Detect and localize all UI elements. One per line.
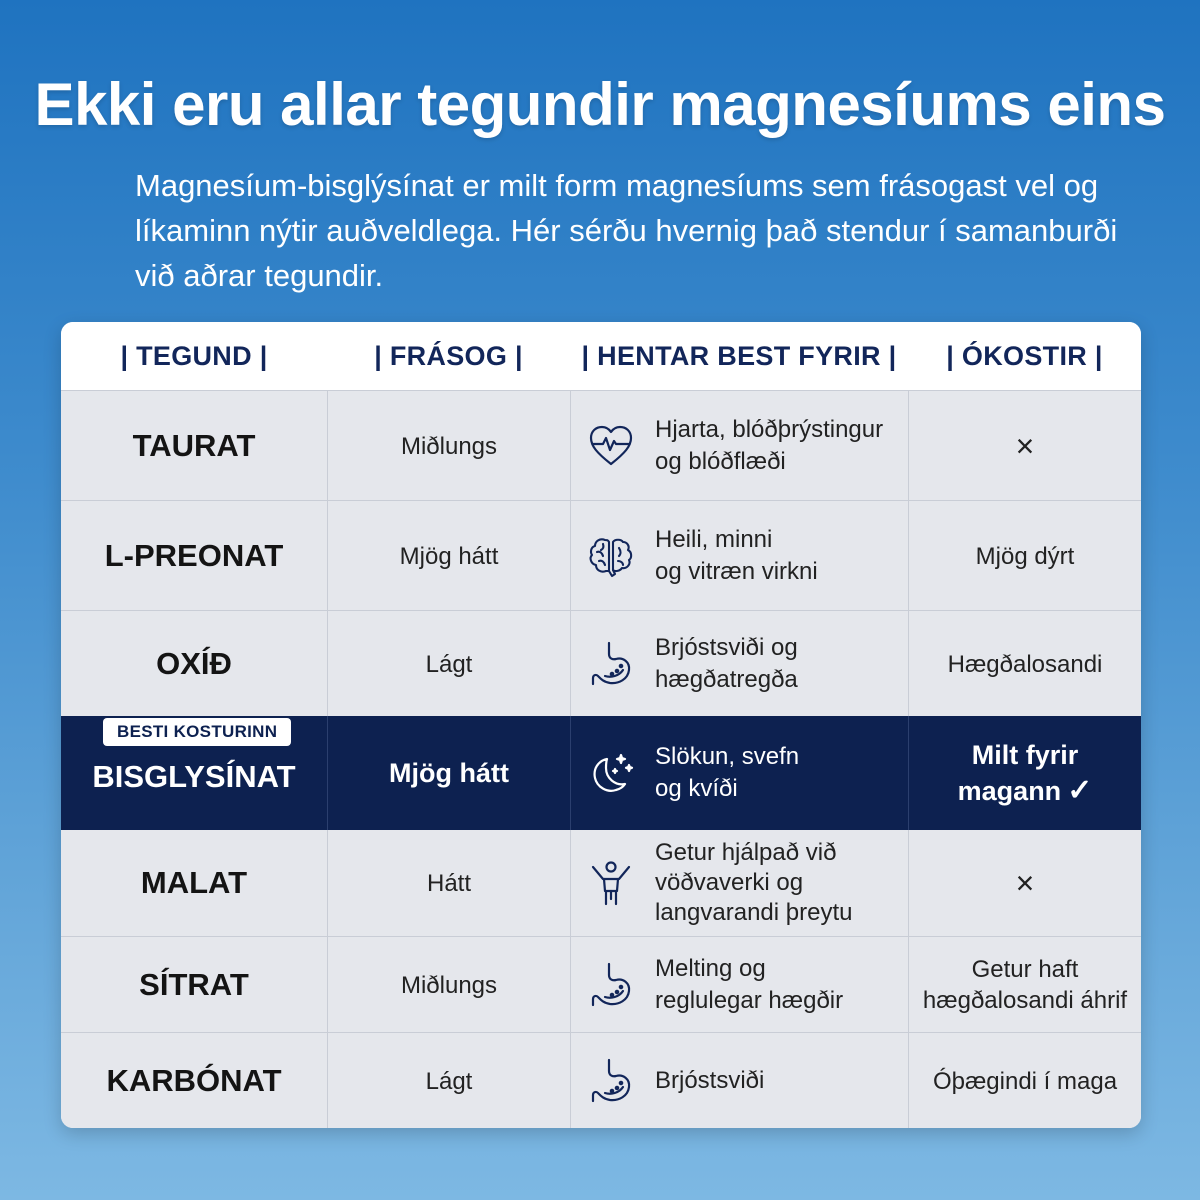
row-drawback: Óþægindi í maga — [932, 1067, 1118, 1095]
row-drawback: Mjög dýrt — [975, 542, 1075, 570]
row-absorption: Mjög hátt — [389, 757, 509, 788]
table-row — [61, 1032, 1141, 1128]
row-best-for: Brjóstsviði — [655, 1067, 765, 1094]
table-row — [61, 610, 1141, 717]
comparison-table — [61, 322, 1141, 1128]
table-header — [61, 322, 1141, 390]
row-absorption: Mjög hátt — [399, 542, 499, 570]
header-drawbacks: | ÓKOSTIR | — [946, 340, 1103, 371]
header-absorption: | FRÁSOG | — [374, 340, 523, 371]
check-icon: ✓ — [1067, 774, 1093, 807]
person-energy-icon — [585, 857, 637, 909]
row-best-for: Hjarta, blóðþrýstingur og blóðflæði — [655, 416, 884, 475]
row-best-for: Slökun, svefn og kvíði — [655, 743, 800, 802]
row-type: SÍTRAT — [139, 967, 249, 1002]
moon-stars-icon — [585, 747, 637, 799]
row-absorption: Miðlungs — [400, 971, 498, 999]
table-row — [61, 830, 1141, 936]
table-row — [61, 390, 1141, 501]
row-absorption: Lágt — [425, 1067, 473, 1095]
row-best-for: Melting og reglulegar hægðir — [655, 955, 844, 1014]
row-type: KARBÓNAT — [106, 1063, 282, 1098]
row-best-for: Heili, minni og vitræn virkni — [655, 526, 818, 585]
row-type: OXÍÐ — [156, 646, 232, 681]
stomach-icon — [585, 1055, 637, 1107]
row-type: BISGLYSÍNAT — [92, 759, 296, 794]
row-drawback: Hægðalosandi — [947, 650, 1103, 678]
table-row-highlighted — [61, 716, 1141, 830]
stomach-icon — [585, 638, 637, 690]
header-best-for: | HENTAR BEST FYRIR | — [581, 340, 897, 371]
row-drawback: Milt fyrir magann ✓ — [957, 740, 1093, 807]
row-absorption: Miðlungs — [400, 432, 498, 460]
drawback-x-mark: × — [1015, 864, 1035, 901]
drawback-x-mark: × — [1015, 427, 1035, 464]
best-choice-badge: BESTI KOSTURINN — [103, 718, 291, 746]
header-type: | TEGUND | — [120, 340, 268, 371]
row-type: MALAT — [140, 865, 248, 900]
table-row — [61, 936, 1141, 1033]
row-absorption: Hátt — [426, 869, 471, 897]
row-best-for: Getur hjálpað við vöðvaverki og langvarandi þreytu — [655, 839, 853, 926]
row-drawback: Getur haft hægðalosandi áhrif — [922, 956, 1128, 1014]
row-best-for: Brjóstsviði og hægðatregða — [655, 634, 798, 693]
heart-pulse-icon — [585, 420, 637, 472]
stomach-icon — [585, 959, 637, 1011]
page-subtitle: Magnesíum-bisglýsínat er milt form magnesíums sem frásogast vel og líkaminn nýtir auðveldlega. Hér sérðu hvernig það stendur í samanburði við aðrar tegundir. — [135, 168, 1118, 293]
row-type: TAURAT — [132, 428, 256, 463]
table-row — [61, 500, 1141, 611]
row-type: L-PREONAT — [104, 538, 284, 573]
brain-icon — [585, 530, 637, 582]
page-title: Ekki eru allar tegundir magnesíums eins — [34, 71, 1166, 138]
row-absorption: Lágt — [425, 650, 473, 678]
